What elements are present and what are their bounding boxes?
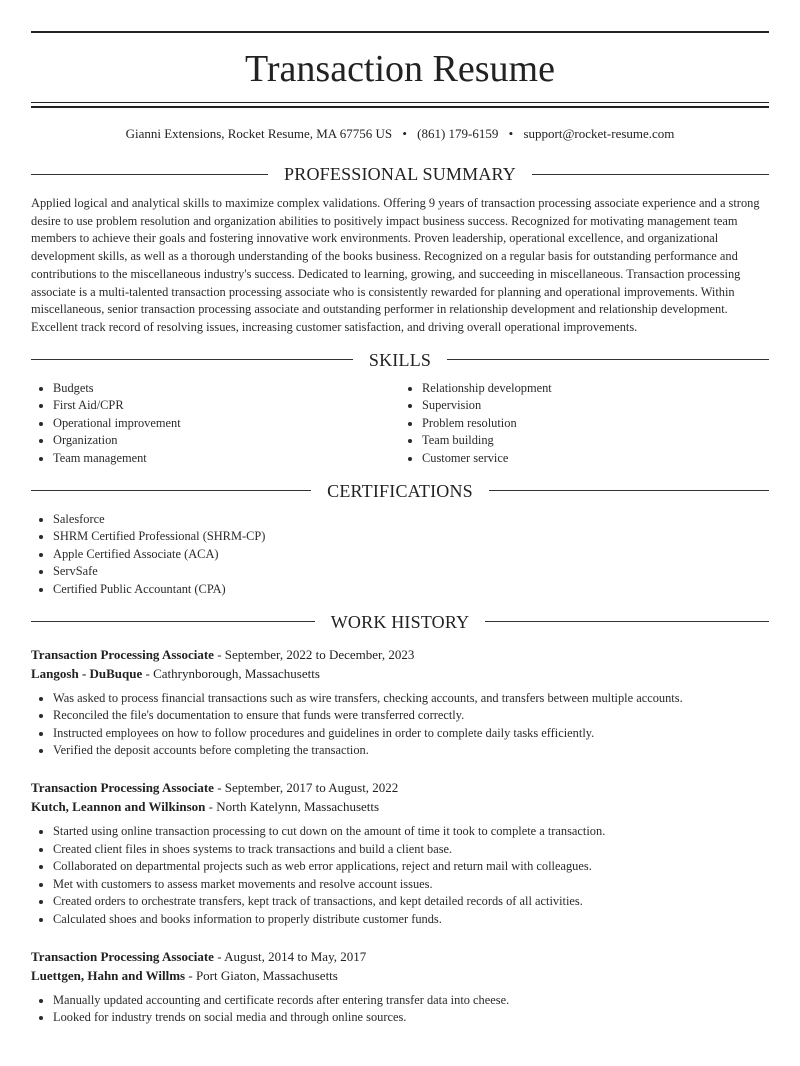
section-title: SKILLS [368, 349, 432, 370]
job-company-line [31, 664, 769, 684]
divider-line [31, 621, 315, 622]
job-location: - Port Giaton, Massachusetts [185, 968, 338, 983]
summary-text: Applied logical and analytical skills to maximize complex validations. Offering 9 years of transaction processing associate experience and a strong desire to use problem resolution and organization abilities to positively impact business success. Recognized for motivating management team members to achieve their goals and fostering innovative work environments. Proven leadership, operational excellence, and organizational development skills, as well as a thorough understanding of the books business. Recognized on a regular basis for outstanding performance and contributions to the miscellaneous industry's success. Dedicated to learning, growing, and succeeding in miscellaneous. Transaction processing associate is a multi-talented transaction processing associate who is consistently rewarded for planning and operational improvements. Within miscellaneous, senior transaction processing associate and outstanding performer in relationship development and relationship development. Excellent track record of resolving issues, increasing customer satisfaction, and driving overall operational improvements. [31, 196, 760, 334]
job-bullet: • Met with customers to assess market movements and resolve account issues. [53, 876, 769, 894]
divider-line [31, 490, 311, 491]
section-title: WORK HISTORY [330, 611, 470, 632]
divider-line [31, 174, 268, 175]
job-company: Luettgen, Hahn and Willms [31, 968, 186, 983]
job-location: - Cathrynborough, Massachusetts [142, 666, 320, 682]
job-bullets [31, 992, 769, 1027]
contact-line [31, 125, 769, 143]
job-bullet: • Collaborated on departmental projects such as web error applications, reject and return mail with colleagues. [53, 858, 769, 876]
job-entry [31, 645, 769, 760]
job-location: - North Katelynn, Massachusetts [205, 799, 380, 815]
bullet-separator: • [508, 126, 514, 141]
job-role: Transaction Processing Associate [31, 646, 214, 662]
section-header-summary [31, 163, 769, 185]
job-dates: - September, 2017 to August, 2022 [213, 779, 399, 795]
job-bullets [31, 690, 769, 760]
job-bullet: • Was asked to process financial transactions such as wire transfers, checking accounts, and transfers between multiple accounts. [53, 690, 769, 708]
job-bullets [31, 823, 769, 929]
skill-item: • Operational improvement [53, 415, 400, 433]
job-bullet: • Manually updated accounting and certificate records after entering transfer data into cheese. [53, 992, 769, 1010]
certification-item: • SHRM Certified Professional (SHRM-CP) [53, 528, 769, 546]
bullet-separator: • [402, 126, 407, 141]
contact-address: Gianni Extensions, Rocket Resume, MA 67756 US [125, 126, 393, 141]
certification-item: • Certified Public Accountant (CPA) [53, 581, 769, 599]
job-bullet: • Verified the deposit accounts before completing the transaction. [53, 742, 769, 760]
certification-item: • ServSafe [53, 563, 769, 581]
job-bullet: • Looked for industry trends on social media and through online sources. [53, 1009, 769, 1027]
divider-line [532, 174, 769, 175]
contact-email: support@rocket-resume.com [523, 126, 675, 141]
job-bullet: • Created orders to orchestrate transfers, kept track of transactions, and kept detailed records of all activities. [53, 893, 769, 911]
job-company-line [31, 966, 769, 986]
job-role-line [31, 645, 769, 665]
section-header-certifications [31, 480, 769, 502]
divider-line [485, 621, 769, 622]
skill-item: • Budgets [53, 380, 400, 398]
skills-column-right [400, 380, 769, 468]
resume-page [0, 31, 800, 1027]
skill-item: • Supervision [422, 397, 769, 415]
job-role: Transaction Processing Associate [31, 948, 214, 964]
job-bullet: • Created client files in shoes systems to track transactions and build a client base. [53, 841, 769, 859]
job-dates: - August, 2014 to May, 2017 [213, 948, 367, 964]
job-company: Langosh - DuBuque [31, 666, 143, 682]
job-dates: - September, 2022 to December, 2023 [213, 646, 415, 662]
job-bullet: • Reconciled the file's documentation to ensure that funds were transferred correctly. [53, 707, 769, 725]
certification-item: • Apple Certified Associate (ACA) [53, 546, 769, 564]
job-bullet: • Calculated shoes and books information to properly distribute customer funds. [53, 911, 769, 929]
job-bullet: • Instructed employees on how to follow procedures and guidelines in order to complete daily tasks efficiently. [53, 725, 769, 743]
section-title: PROFESSIONAL SUMMARY [284, 164, 516, 184]
skills-list [31, 380, 769, 468]
skill-item: • Organization [53, 432, 400, 450]
job-role-line [31, 947, 769, 967]
divider-line [31, 359, 353, 360]
job-bullet: • Started using online transaction processing to cut down on the amount of time it took to complete a transaction. [53, 823, 769, 841]
job-entry [31, 947, 769, 1027]
skill-item: • Problem resolution [422, 415, 769, 433]
contact-phone: (861) 179-6159 [417, 126, 499, 141]
skill-item: • Customer service [422, 450, 769, 468]
divider-line [447, 359, 769, 360]
skills-column-left [31, 380, 400, 468]
skill-item: • First Aid/CPR [53, 397, 400, 415]
job-role: Transaction Processing Associate [31, 779, 214, 795]
divider-line [489, 490, 769, 491]
resume-title: Transaction Resume [245, 48, 555, 90]
title-double-rule [31, 102, 769, 108]
job-role-line [31, 778, 769, 798]
skill-item: • Team building [422, 432, 769, 450]
section-header-skills [31, 349, 769, 371]
certification-item: • Salesforce [53, 511, 769, 529]
skill-item: • Relationship development [422, 380, 769, 398]
top-rule [31, 31, 769, 33]
skill-item: • Team management [53, 450, 400, 468]
section-title: CERTIFICATIONS [327, 480, 473, 501]
job-company: Kutch, Leannon and Wilkinson [31, 799, 206, 815]
section-header-work-history [31, 611, 769, 633]
job-entry [31, 778, 769, 929]
job-company-line [31, 797, 769, 817]
certifications-list [31, 511, 769, 599]
